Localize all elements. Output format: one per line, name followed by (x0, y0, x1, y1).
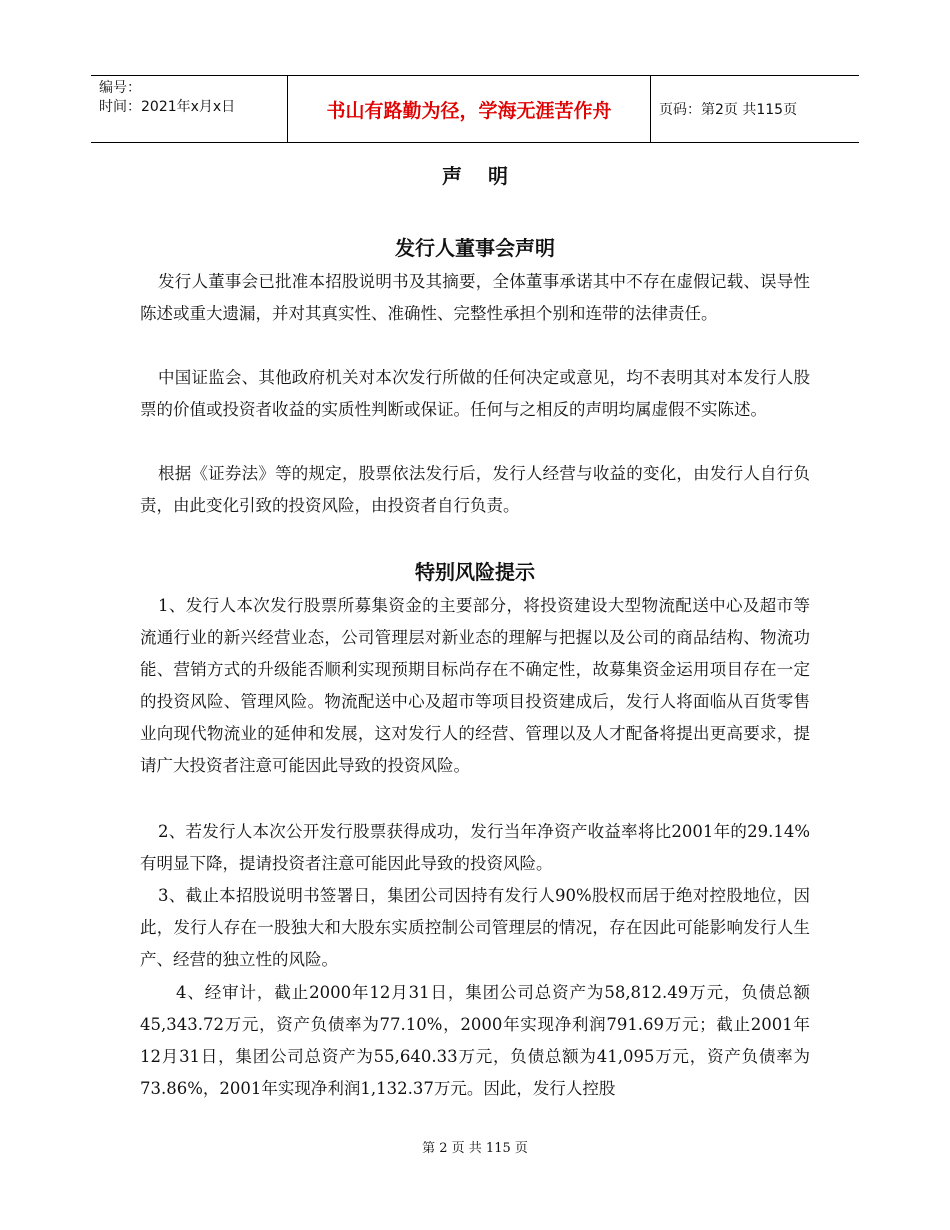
section-title-board-declaration: 发行人董事会声明 (395, 236, 555, 260)
risk-paragraph-2: 2、若发行人本次公开发行股票获得成功，发行当年净资产收益率将比2001年的29.14%有明显下降，提请投资者注意可能因此导致的投资风险。 (140, 822, 810, 873)
page-header (91, 75, 859, 143)
header-page-info: 页码：第2页 共115页 (659, 102, 798, 118)
section-title-risk-warning: 特别风险提示 (415, 560, 535, 584)
board-declaration-paragraph-2: 中国证监会、其他政府机关对本次发行所做的任何决定或意见，均不表明其对本发行人股票的价值或投资者收益的实质性判断或保证。任何与之相反的声明均属虚假不实陈述。 (140, 368, 810, 419)
board-declaration-paragraph-1: 发行人董事会已批准本招股说明书及其摘要，全体董事承诺其中不存在虚假记载、误导性陈述或重大遗漏，并对其真实性、准确性、完整性承担个别和连带的法律责任。 (140, 272, 810, 323)
page-footer: 第 2 页 共 115 页 (422, 1141, 528, 1156)
board-declaration-paragraph-3: 根据《证券法》等的规定，股票依法发行后，发行人经营与收益的变化，由发行人自行负责，由此变化引致的投资风险，由投资者自行负责。 (140, 464, 810, 515)
header-motto: 书山有路勤为径，学海无涯苦作舟 (287, 76, 651, 142)
risk-paragraph-4: 4、经审计，截止2000年12月31日，集团公司总资产为58,812.49万元，负债总额45,343.72万元，资产负债率为77.10%，2000年实现净利润791.69万元；截止2001年12月31日，集团公司总资产为55,640.33万元，负债总额为41,095万元，资产负债率为73.86%，2001年实现净利润1,132.37万元。因此，发行人控股 (140, 983, 810, 1098)
main-title: 声明 (442, 164, 534, 188)
risk-paragraph-3: 3、截止本招股说明书签署日，集团公司因持有发行人90%股权而居于绝对控股地位，因此，发行人存在一股独大和大股东实质控制公司管理层的情况，存在因此可能影响发行人生产、经营的独立性的风险。 (140, 886, 810, 969)
time-label: 时间：2021年x月x日 (99, 99, 236, 115)
header-meta (91, 76, 287, 142)
number-label: 编号： (99, 80, 141, 96)
risk-paragraph-1: 1、发行人本次发行股票所募集资金的主要部分，将投资建设大型物流配送中心及超市等流通行业的新兴经营业态，公司管理层对新业态的理解与把握以及公司的商品结构、物流功能、营销方式的升级能否顺利实现预期目标尚存在不确定性，故募集资金运用项目存在一定的投资风险、管理风险。物流配送中心及超市等项目投资建成后，发行人将面临从百货零售业向现代物流业的延伸和发展，这对发行人的经营、管理以及人才配备将提出更高要求，提请广大投资者注意可能因此导致的投资风险。 (140, 596, 810, 775)
